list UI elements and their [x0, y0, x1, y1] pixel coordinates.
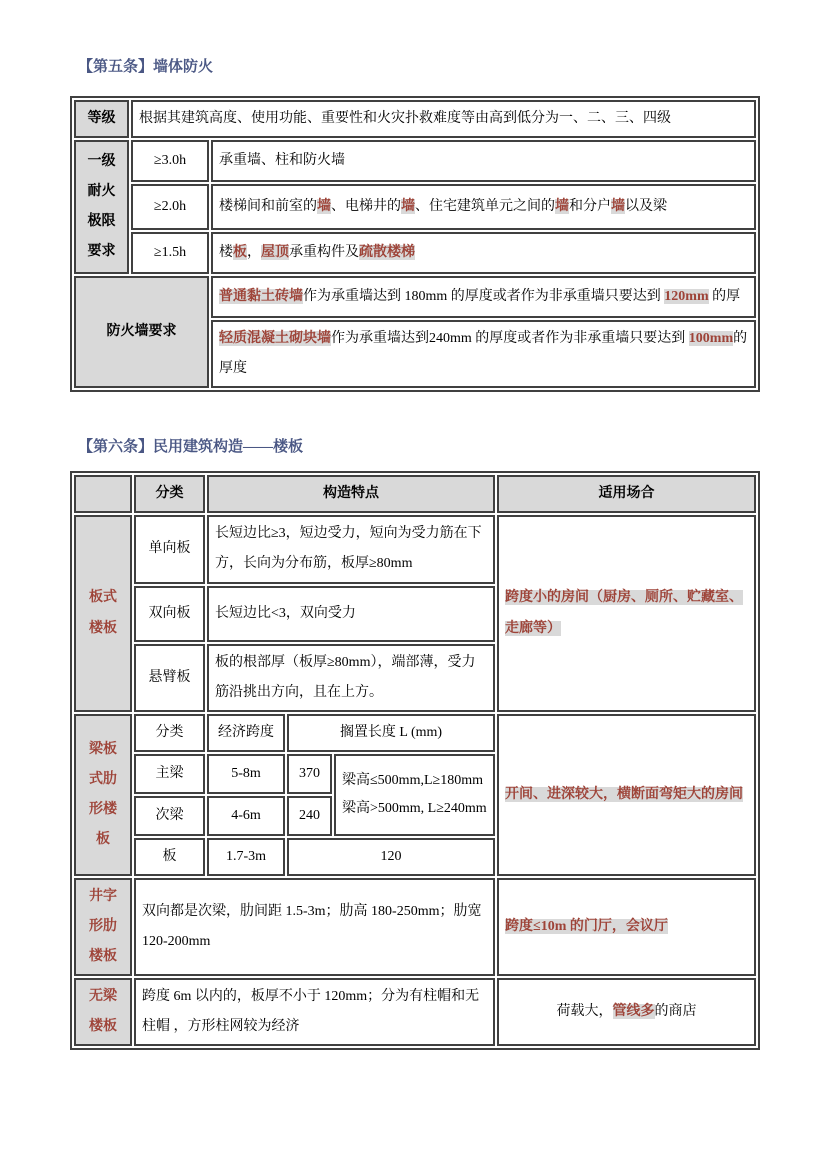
firewall-rule-cell: 轻质混凝土砌块墙作为承重墙达到240mm 的厚度或者作为非承重墙只要达到 100mm的厚度: [211, 320, 756, 388]
rib-subheader-category-cell: 分类: [134, 714, 205, 752]
slab-type-cell: 单向板: [134, 515, 205, 583]
corner-cell: [74, 475, 132, 513]
header-feature-cell: 构造特点: [207, 475, 495, 513]
slab-type-cell: 双向板: [134, 586, 205, 642]
flat-feature-cell: 跨度 6m 以内的，板厚不小于 120mm；分为有柱帽和无柱帽 ，方形柱网较为经济: [134, 978, 495, 1046]
table-row: [74, 714, 756, 752]
rib-length-cell: 240: [287, 796, 332, 836]
section5-title: 【第五条】墙体防火: [78, 59, 214, 75]
waffle-group-label-cell: 井字 形肋 楼板: [74, 878, 132, 976]
table-row: [74, 232, 756, 274]
slab-group-label-cell: 板式 楼板: [74, 515, 132, 711]
rib-span-cell: 4-6m: [207, 796, 285, 836]
rib-subheader-length-cell: 搁置长度 L (mm): [287, 714, 495, 752]
spacer: [70, 77, 760, 96]
table-row: [74, 276, 756, 318]
limit-desc-cell: 承重墙、柱和防火墙: [211, 140, 756, 182]
wall-fire-table: [70, 96, 760, 392]
waffle-feature-cell: 双向都是次梁，肋间距 1.5-3m；肋高 180-250mm；肋宽 120-200mm: [134, 878, 495, 976]
spacer: [70, 457, 760, 471]
table-row: [74, 140, 756, 182]
rib-usage-cell: 开间、进深较大，横断面弯矩大的房间: [497, 714, 756, 876]
slab-feature-cell: 长短边比<3，双向受力: [207, 586, 495, 642]
limit-value-cell: ≥3.0h: [131, 140, 209, 182]
flat-group-label-cell: 无梁 楼板: [74, 978, 132, 1046]
slab-feature-cell: 长短边比≥3，短边受力，短向为受力筋在下方，长向为分布筋，板厚≥80mm: [207, 515, 495, 583]
header-usage-cell: 适用场合: [497, 475, 756, 513]
slab-usage-cell: 跨度小的房间（厨房、厕所、贮藏室、走廊等）: [497, 515, 756, 711]
table-row: [74, 475, 756, 513]
rib-length-cell: 120: [287, 838, 495, 876]
table-row: [74, 184, 756, 230]
rib-type-cell: 次梁: [134, 796, 205, 836]
table-row: [74, 878, 756, 976]
flat-usage-cell: 荷载大，管线多的商店: [497, 978, 756, 1046]
fire-limit-label-cell: 一级 耐火 极限 要求: [74, 140, 129, 274]
rib-length-note-cell: 梁高≤500mm,L≥180mm 梁高>500mm, L≥240mm: [334, 754, 495, 836]
rib-group-label-cell: 梁板 式肋 形楼 板: [74, 714, 132, 876]
grade-text-cell: 根据其建筑高度、使用功能、重要性和火灾扑救难度等由高到低分为一、二、三、四级: [131, 100, 756, 138]
rib-type-cell: 板: [134, 838, 205, 876]
firewall-rule-cell: 普通黏土砖墙作为承重墙达到 180mm 的厚度或者作为非承重墙只要达到 120mm 的厚: [211, 276, 756, 318]
limit-value-cell: ≥2.0h: [131, 184, 209, 230]
table-row: [74, 978, 756, 1046]
grade-label-cell: 等级: [74, 100, 129, 138]
rib-type-cell: 主梁: [134, 754, 205, 794]
rib-span-cell: 1.7-3m: [207, 838, 285, 876]
header-category-cell: 分类: [134, 475, 205, 513]
slab-feature-cell: 板的根部厚（板厚≥80mm），端部薄，受力筋沿挑出方向，且在上方。: [207, 644, 495, 712]
limit-desc-cell: 楼梯间和前室的墙、电梯井的墙、住宅建筑单元之间的墙和分户墙以及梁: [211, 184, 756, 230]
rib-length-cell: 370: [287, 754, 332, 794]
rib-span-cell: 5-8m: [207, 754, 285, 794]
section6-title: 【第六条】民用建筑构造——楼板: [78, 439, 304, 456]
firewall-label-cell: 防火墙要求: [74, 276, 209, 388]
waffle-usage-cell: 跨度≤10m 的门厅，会议厅: [497, 878, 756, 976]
floor-slab-table: [70, 471, 760, 1050]
table-row: [74, 515, 756, 583]
spacer: [70, 392, 760, 437]
limit-value-cell: ≥1.5h: [131, 232, 209, 274]
table-row: [74, 100, 756, 138]
rib-subheader-span-cell: 经济跨度: [207, 714, 285, 752]
limit-desc-cell: 楼板，屋顶承重构件及疏散楼梯: [211, 232, 756, 274]
slab-type-cell: 悬臂板: [134, 644, 205, 712]
